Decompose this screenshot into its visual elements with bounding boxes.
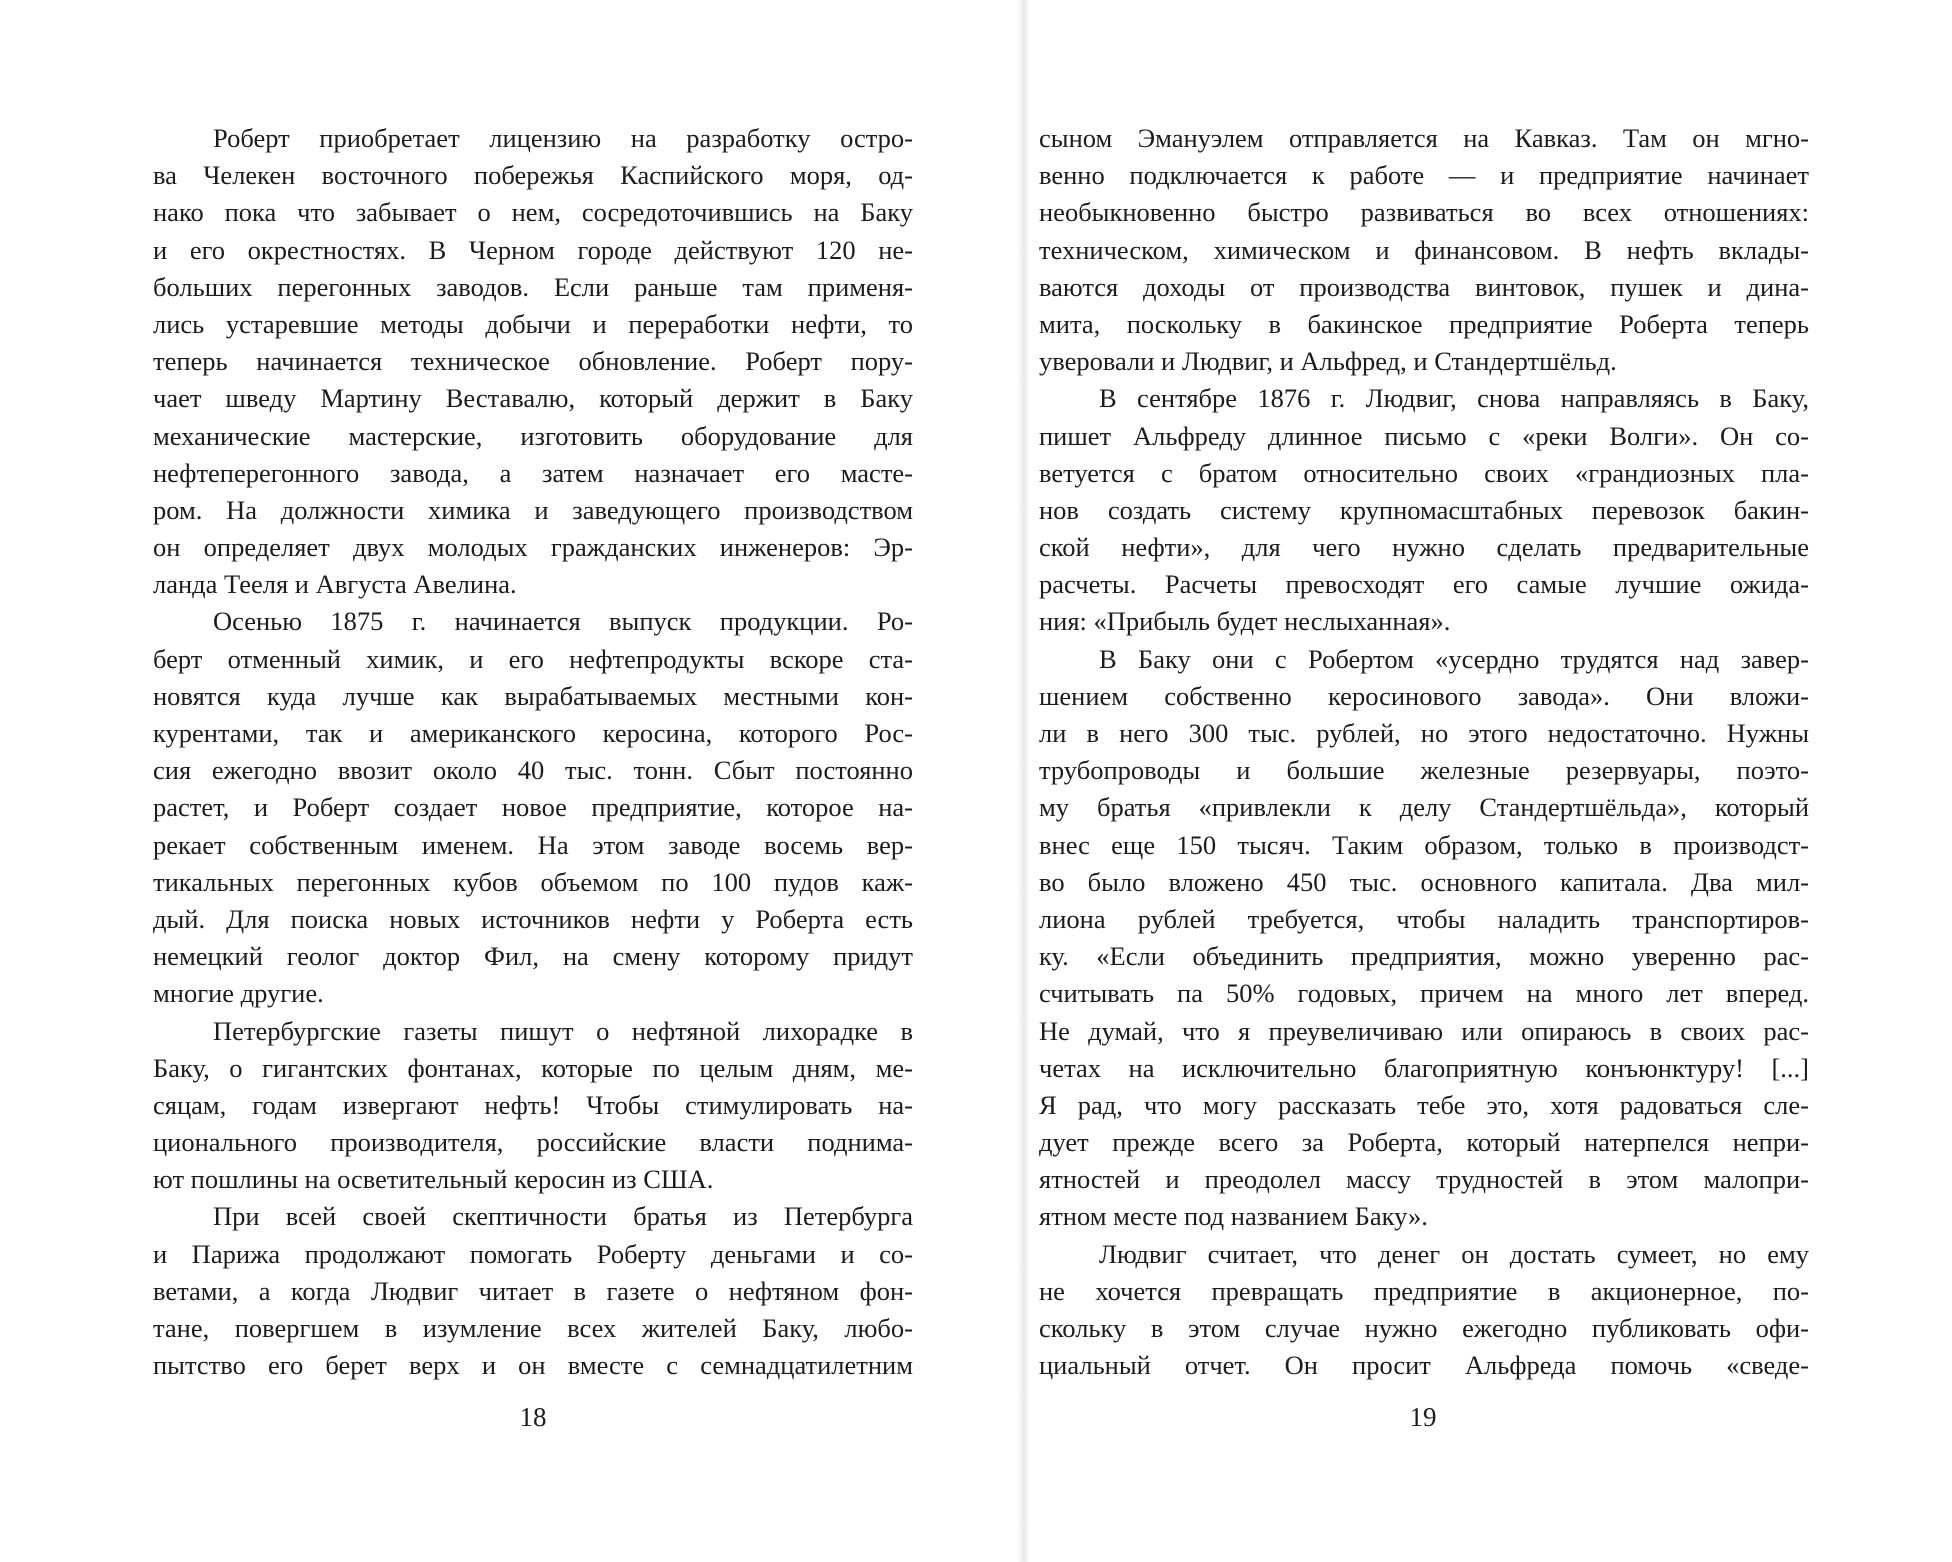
text-line: Осенью 1875 г. начинается выпуск продукции. Ро- bbox=[213, 606, 913, 637]
right-page bbox=[1030, 0, 1952, 1562]
page-number-left: 18 bbox=[519, 1402, 547, 1432]
right-page-body bbox=[1039, 120, 1809, 1384]
text-line: циальный отчет. Он просит Альфреда помочь «сведе- bbox=[1039, 1350, 1809, 1381]
text-line: ветуется с братом относительно своих «грандиозных пла- bbox=[1039, 457, 1809, 488]
text-line: В сентябре 1876 г. Людвиг, снова направляясь в Баку, bbox=[1099, 383, 1809, 414]
text-line: немецкий геолог доктор Фил, на смену которому придут bbox=[153, 941, 913, 972]
text-line: чает шведу Мартину Веставалю, который держит в Баку bbox=[153, 383, 913, 414]
text-line: новятся куда лучше как вырабатываемых местными кон- bbox=[153, 680, 913, 711]
text-line: во было вложено 450 тыс. основного капитала. Два мил- bbox=[1039, 866, 1809, 897]
text-line: дует прежде всего за Роберта, который натерпелся непри- bbox=[1039, 1127, 1809, 1158]
text-line: ской нефти», для чего нужно сделать предварительные bbox=[1039, 532, 1809, 563]
text-line: ку. «Если объединить предприятия, можно уверенно рас- bbox=[1039, 941, 1809, 972]
text-line: пишет Альфреду длинное письмо с «реки Волги». Он со- bbox=[1039, 420, 1809, 451]
text-line: многие другие. bbox=[153, 978, 324, 1009]
text-line: Роберт приобретает лицензию на разработку остро- bbox=[213, 123, 913, 153]
text-line: ром. На должности химика и заведующего производством bbox=[153, 494, 913, 525]
text-line: В Баку они с Робертом «усердно трудятся над завер- bbox=[1099, 643, 1809, 674]
text-line: скольку в этом случае нужно ежегодно публиковать офи- bbox=[1039, 1313, 1809, 1343]
text-line: он определяет двух молодых гражданских инженеров: Эр- bbox=[153, 532, 913, 563]
text-line: пытство его берет верх и он вместе с семнадцатилетним bbox=[153, 1350, 913, 1381]
text-line: тикальных перегонных кубов объемом по 100 пудов каж- bbox=[153, 866, 913, 897]
text-line: венно подключается к работе — и предприятие начинает bbox=[1039, 160, 1809, 191]
text-line: ятном месте под названием Баку». bbox=[1039, 1201, 1428, 1232]
text-line: нако пока что забывает о нем, сосредоточившись на Баку bbox=[153, 197, 913, 228]
text-line: ветами, а когда Людвиг читает в газете о нефтяном фон- bbox=[153, 1275, 913, 1306]
text-line: ятностей и преодолел массу трудностей в этом малопри- bbox=[1039, 1164, 1809, 1195]
text-line: нефтеперегонного завода, а затем назначает его масте- bbox=[153, 457, 913, 488]
text-line: ва Челекен восточного побережья Каспийского моря, од- bbox=[153, 160, 913, 191]
text-line: считывать па 50% годовых, причем на много лет вперед. bbox=[1039, 978, 1809, 1009]
text-line: Не думай, что я преувеличиваю или опираюсь в своих рас- bbox=[1039, 1015, 1809, 1046]
text-line: ваются доходы от производства винтовок, пушек и дина- bbox=[1039, 271, 1809, 302]
text-line: механические мастерские, изготовить оборудование для bbox=[153, 420, 913, 451]
text-line: курентами, так и американского керосина, которого Рос- bbox=[153, 718, 913, 748]
text-line: растет, и Роберт создает новое предприятие, которое на- bbox=[153, 792, 913, 823]
text-line: расчеты. Расчеты превосходят его самые лучшие ожида- bbox=[1039, 569, 1809, 600]
text-line: лиона рублей требуется, чтобы наладить транспортиров- bbox=[1039, 903, 1809, 934]
text-line: ния: «Прибыль будет неслыханная». bbox=[1039, 606, 1451, 637]
text-line: больших перегонных заводов. Если раньше там применя- bbox=[153, 271, 913, 302]
text-line: необыкновенно быстро развиваться во всех отношениях: bbox=[1039, 197, 1809, 228]
text-line: сяцам, годам извергают нефть! Чтобы стимулировать на- bbox=[153, 1089, 913, 1120]
text-line: внес еще 150 тысяч. Таким образом, только в производст- bbox=[1039, 829, 1809, 860]
text-line: Я рад, что могу рассказать тебе это, хотя радоваться сле- bbox=[1039, 1089, 1809, 1120]
text-line: тане, повергшем в изумление всех жителей Баку, любо- bbox=[153, 1313, 913, 1343]
text-line: му братья «привлекли к делу Стандертшёльда», который bbox=[1039, 792, 1809, 823]
book-gutter bbox=[1016, 0, 1030, 1562]
text-line: и Парижа продолжают помогать Роберту деньгами и со- bbox=[153, 1238, 913, 1269]
text-line: не хочется превращать предприятие в акционерное, по- bbox=[1039, 1275, 1809, 1306]
text-line: берт отменный химик, и его нефтепродукты вскоре ста- bbox=[153, 643, 913, 674]
text-line: сия ежегодно ввозит около 40 тыс. тонн. Сбыт постоянно bbox=[153, 755, 913, 786]
text-line: техническом, химическом и финансовом. В нефть вклады- bbox=[1039, 234, 1809, 265]
text-line: сыном Эмануэлем отправляется на Кавказ. Там он мгно- bbox=[1039, 123, 1809, 153]
text-line: уверовали и Людвиг, и Альфред, и Стандертшёльд. bbox=[1039, 346, 1617, 377]
text-line: ланда Тееля и Августа Авелина. bbox=[153, 569, 517, 600]
text-line: трубопроводы и большие железные резервуары, поэто- bbox=[1039, 755, 1809, 786]
text-line: Баку, о гигантских фонтанах, которые по целым дням, ме- bbox=[153, 1052, 913, 1083]
page-number-right: 19 bbox=[1409, 1402, 1437, 1432]
text-line: При всей своей скептичности братья из Петербурга bbox=[213, 1201, 913, 1232]
text-line: нов создать систему крупномасштабных перевозок бакин- bbox=[1039, 494, 1809, 525]
text-line: и его окрестностях. В Черном городе действуют 120 не- bbox=[153, 234, 913, 265]
text-line: лись устаревшие методы добычи и переработки нефти, то bbox=[153, 308, 913, 339]
text-line: теперь начинается техническое обновление. Роберт пору- bbox=[153, 346, 913, 377]
left-page-body bbox=[153, 120, 913, 1384]
text-line: шением собственно керосинового завода». Они вложи- bbox=[1039, 680, 1809, 711]
text-line: рекает собственным именем. На этом заводе восемь вер- bbox=[153, 829, 913, 860]
text-line: дый. Для поиска новых источников нефти у Роберта есть bbox=[153, 903, 913, 934]
text-line: Петербургские газеты пишут о нефтяной лихорадке в bbox=[213, 1015, 913, 1046]
text-line: ют пошлины на осветительный керосин из США. bbox=[153, 1164, 714, 1195]
text-line: Людвиг считает, что денег он достать сумеет, но ему bbox=[1099, 1238, 1809, 1269]
text-line: четах на исключительно благоприятную конъюнктуру! [...] bbox=[1039, 1052, 1809, 1083]
text-line: ционального производителя, российские власти поднима- bbox=[153, 1127, 913, 1158]
text-line: ли в него 300 тыс. рублей, но этого недостаточно. Нужны bbox=[1039, 718, 1809, 748]
text-line: мита, поскольку в бакинское предприятие Роберта теперь bbox=[1039, 308, 1809, 339]
